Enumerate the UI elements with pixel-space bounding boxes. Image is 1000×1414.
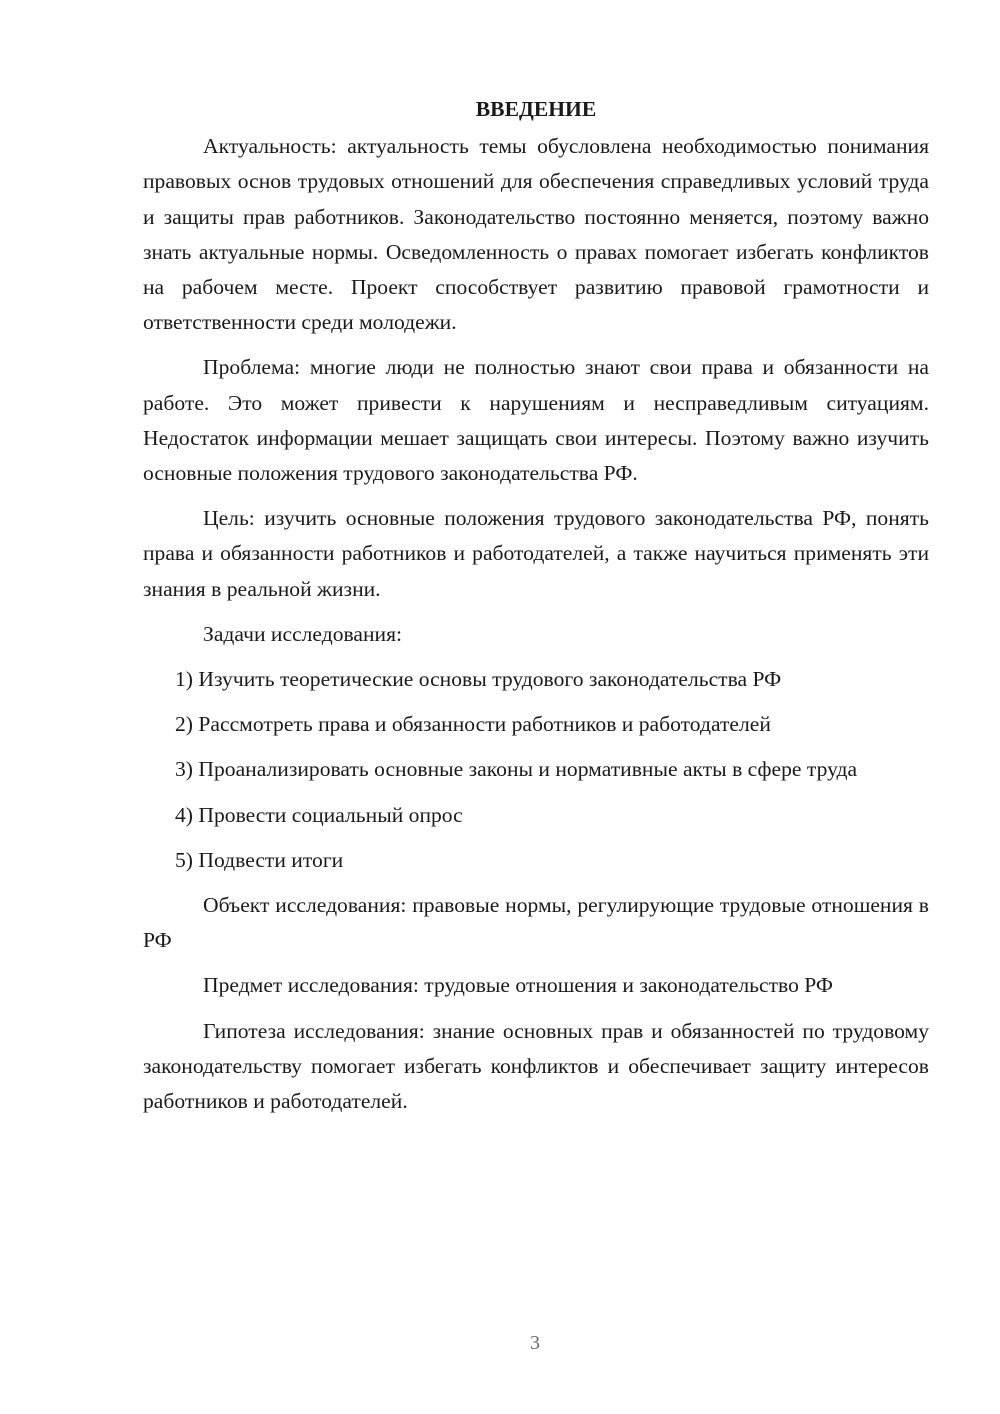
paragraph-goal: Цель: изучить основные положения трудового законодательства РФ, понять права и обязанности работников и работодателей, а также научиться применять эти знания в реальной жизни. [143,506,929,601]
paragraph-object: Объект исследования: правовые нормы, регулирующие трудовые отношения в РФ [143,893,929,953]
section-title: ВВЕДЕНИЕ [475,97,597,121]
paragraph-hypothesis: Гипотеза исследования: знание основных прав и обязанностей по трудовому законодательству помогает избегать конфликтов и обеспечивает защиту интересов работников и работодателей. [143,1018,929,1114]
list-item: 4) Провести социальный опрос [175,802,463,827]
page-content [143,92,929,1129]
list-item: 3) Проанализировать основные законы и нормативные акты в сфере труда [175,757,858,782]
list-item: 2) Рассмотреть права и обязанности работников и работодателей [175,712,771,737]
list-item: 1) Изучить теоретические основы трудового законодательства РФ [175,667,782,692]
paragraph-problem: Проблема: многие люди не полностью знают свои права и обязанности на работе. Это может привести к нарушениям и несправедливым ситуациям. Недостаток информации мешает защищать свои интересы. Поэтому важно изучить основные положения трудового законодательства РФ. [143,355,929,486]
tasks-heading: Задачи исследования: [203,621,403,646]
paragraph-relevance: Актуальность: актуальность темы обусловлена необходимостью понимания правовых основ трудовых отношений для обеспечения справедливых условий труда и защиты прав работников. Законодательство постоянно меняется, поэтому важно знать актуальные нормы. Осведомленность о правах помогает избегать конфликтов на рабочем месте. Проект способствует развитию правовой грамотности и ответственности среди молодежи. [143,134,929,335]
list-item: 5) Подвести итоги [175,847,344,872]
paragraph-subject: Предмет исследования: трудовые отношения и законодательство РФ [203,973,833,998]
tasks-list [143,662,929,878]
page-number: 3 [530,1332,540,1354]
